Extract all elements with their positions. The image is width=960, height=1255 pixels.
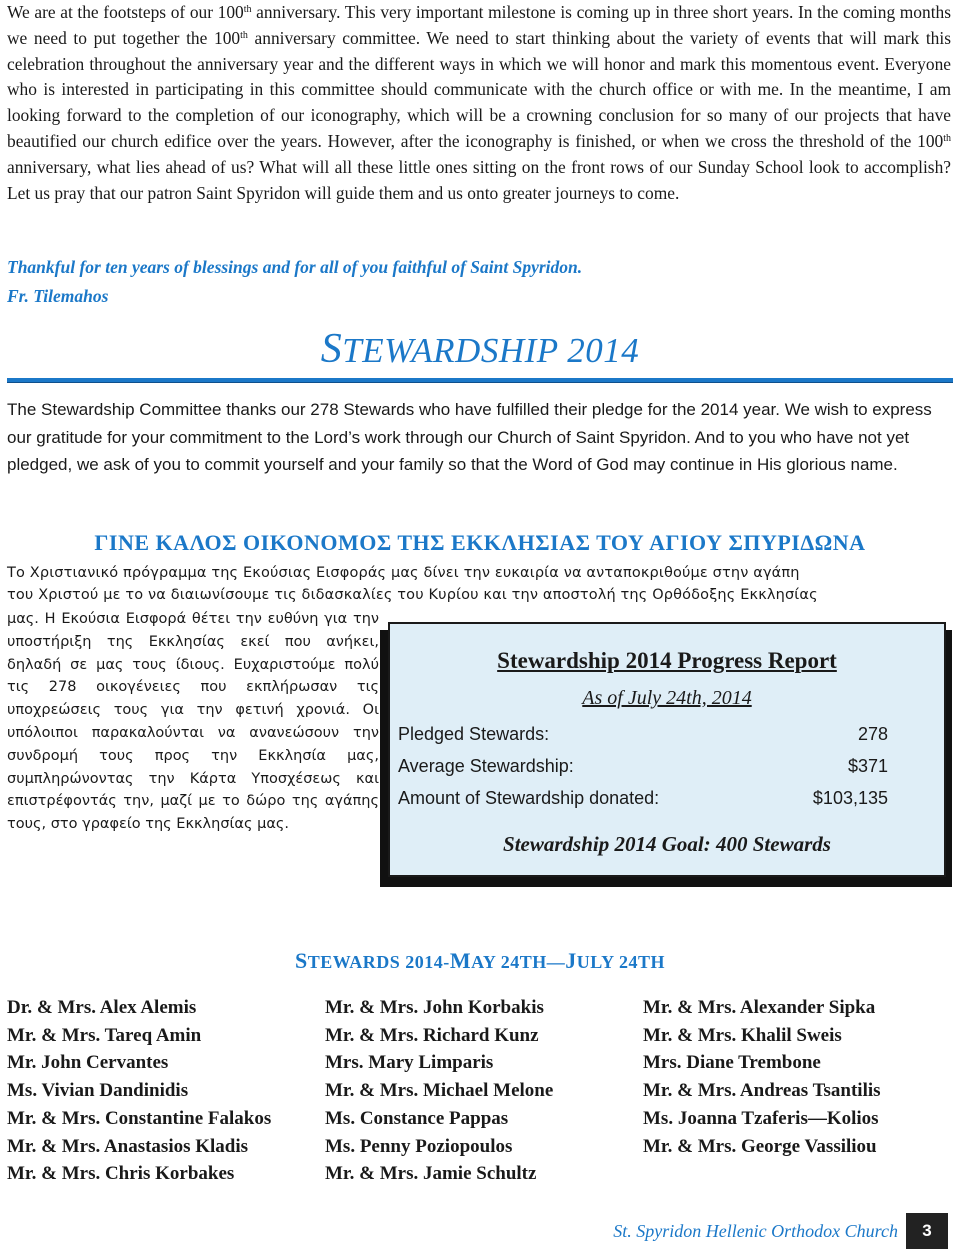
intro-text-1: We are at the footsteps of our 100	[7, 2, 244, 22]
report-row-label: Amount of Stewardship donated:	[398, 788, 660, 808]
report-row-value: 278	[857, 724, 888, 744]
greek-column	[7, 608, 379, 836]
report-row-label: Pledged Stewards:	[398, 724, 550, 744]
intro-text-3: anniversary committee. We need to start thinking about the variety of events that will mark this celebration throughout the anniversary year and the different ways in which we will honor and mark this momentous event. Everyone who is interested in participating in this committee should communicate with the church office or with me. In the meantime, I am looking forward to the completion of our iconography, which will be a crowning conclusion for so many of our projects that have beautified our church edifice over the years. However, after the iconography is finished, or when we cross the threshold of the 100	[7, 27, 951, 151]
heading-cap: J	[565, 948, 577, 973]
stewardship-text: The Stewardship Committee thanks our 278 Stewards who have fulfilled their pledge for the 2014 year. We wish to express our gratitude for your commitment to the Lord’s work through our Church of Saint Spyridon. And to you who have not yet pledged, we ask of you to commit yourself and your family so that the Word of God may continue in His glorious name.	[7, 400, 932, 475]
greek-line-2: του Χριστού με το να διαιωνίσουμε τις διδασκαλίες του Κυρίου και την αποστολή της Ορθόδοξης Εκκλησίας	[7, 587, 818, 603]
steward-name: Ms. Vivian Dandinidis	[7, 1080, 189, 1102]
thanks-line: Thankful for ten years of blessings and for all of you faithful of Saint Spyridon.	[7, 257, 583, 277]
intro-letter	[7, 0, 951, 206]
report-row-label: Average Stewardship:	[398, 756, 574, 776]
stewards-heading	[0, 948, 960, 974]
report-row-average	[398, 756, 888, 777]
steward-name: Mr. & Mrs. Anastasios Kladis	[7, 1135, 249, 1157]
superscript-th: th	[240, 29, 248, 41]
stewards-column-1	[7, 994, 327, 1188]
greek-line-1: Το Χριστιανικό πρόγραμμα της Εκούσιας Εισφοράς μας δίνει την ευκαιρία να ανταποκριθούμε στην αγάπη	[7, 565, 800, 581]
steward-name: Mr. & Mrs. Khalil Sweis	[643, 1024, 842, 1046]
steward-name: Ms. Constance Pappas	[325, 1107, 509, 1129]
report-row-pledged	[398, 724, 888, 745]
footer-church-name: St. Spyridon Hellenic Orthodox Church	[613, 1221, 898, 1241]
steward-name: Mrs. Mary Limparis	[325, 1052, 494, 1074]
report-title: Stewardship 2014 Progress Report	[497, 648, 837, 673]
stewardship-paragraph	[7, 396, 951, 479]
steward-name: Mr. & Mrs. Michael Melone	[325, 1080, 554, 1102]
page-number: 3	[906, 1213, 948, 1249]
steward-name: Mrs. Diane Trembone	[643, 1052, 821, 1074]
report-goal: Stewardship 2014 Goal: 400 Stewards	[503, 832, 831, 856]
report-row-amount	[398, 788, 888, 809]
steward-name: Mr. & Mrs. Andreas Tsantilis	[643, 1080, 881, 1102]
steward-name: Mr. & Mrs. Constantine Falakos	[7, 1107, 272, 1129]
steward-name: Mr. & Mrs. Chris Korbakes	[7, 1163, 235, 1185]
title-rest: TEWARDSHIP 2014	[342, 331, 640, 370]
heading-part: ULY 24TH	[576, 952, 665, 972]
steward-name: Mr. & Mrs. Tareq Amin	[7, 1024, 202, 1046]
stewards-column-2	[325, 994, 645, 1188]
stewards-column-3	[643, 994, 960, 1160]
steward-name: Mr. & Mrs. George Vassiliou	[643, 1135, 877, 1157]
heading-part: TEWARDS 2014-	[307, 952, 450, 972]
greek-heading: ΓΙΝΕ ΚΑΛΟΣ ΟΙΚΟΝΟΜΟΣ ΤΗΣ ΕΚΚΛΗΣΙΑΣ ΤΟΥ ΑΓΙΟΥ ΣΠΥΡΙΔΩΝΑ	[94, 530, 866, 555]
heading-cap: M	[449, 948, 472, 973]
progress-report-box	[388, 622, 946, 877]
stewardship-title	[0, 325, 960, 373]
heading-part: AY 24TH—	[471, 952, 566, 972]
title-initial: S	[320, 326, 343, 372]
intro-paragraph	[7, 0, 951, 206]
greek-column-text: μας. Η Εκούσια Εισφορά θέτει την ευθύνη για την υποστήριξη της Εκκλησίας εκεί που ανήκει, δηλαδή σε μας τους ίδιους. Ευχαριστούμε πολύ τις 278 οικογένειες που εκπλήρωσαν τις υποχρεώσεις τους για την φετινή χρονιά. Οι υπόλοιποι παρακαλούνται να ανανεώσουν την συνδρομή τους προς την Εκκλησία μας, συμπληρώνοντας την Κάρτα Υποσχέσεως και επιστρέφοντάς την, μαζί με το δώρο της αγάπης τους, στο γραφείο της Εκκλησίας μας.	[7, 611, 379, 833]
steward-name: Mr. John Cervantes	[7, 1052, 169, 1074]
steward-name: Mr. & Mrs. Jamie Schultz	[325, 1163, 537, 1185]
report-date: As of July 24th, 2014	[582, 687, 752, 709]
steward-name: Ms. Joanna Tzaferis—Kolios	[643, 1107, 879, 1129]
intro-text-2: anniversary. This very important milestone is coming up in three short years. In the coming months we need to put together the 100	[7, 2, 951, 48]
superscript-th: th	[943, 132, 951, 144]
report-row-value: $371	[847, 756, 888, 776]
intro-text-4: anniversary, what lies ahead of us? What will all these little ones sitting on the front rows of our Sunday School look to accomplish? Let us pray that our patron Saint Spyridon will guide them and us onto greater journeys to come.	[7, 156, 951, 203]
report-row-value: $103,135	[812, 788, 888, 808]
title-divider	[7, 378, 953, 383]
steward-name: Dr. & Mrs. Alex Alemis	[7, 997, 197, 1018]
steward-name: Mr. & Mrs. Alexander Sipka	[643, 997, 876, 1018]
steward-name: Mr. & Mrs. Richard Kunz	[325, 1024, 539, 1046]
heading-cap: S	[295, 948, 308, 973]
superscript-th: th	[243, 4, 252, 15]
steward-name: Ms. Penny Poziopoulos	[325, 1135, 513, 1157]
steward-name: Mr. & Mrs. John Korbakis	[325, 997, 544, 1018]
signature: Fr. Tilemahos	[7, 286, 109, 306]
